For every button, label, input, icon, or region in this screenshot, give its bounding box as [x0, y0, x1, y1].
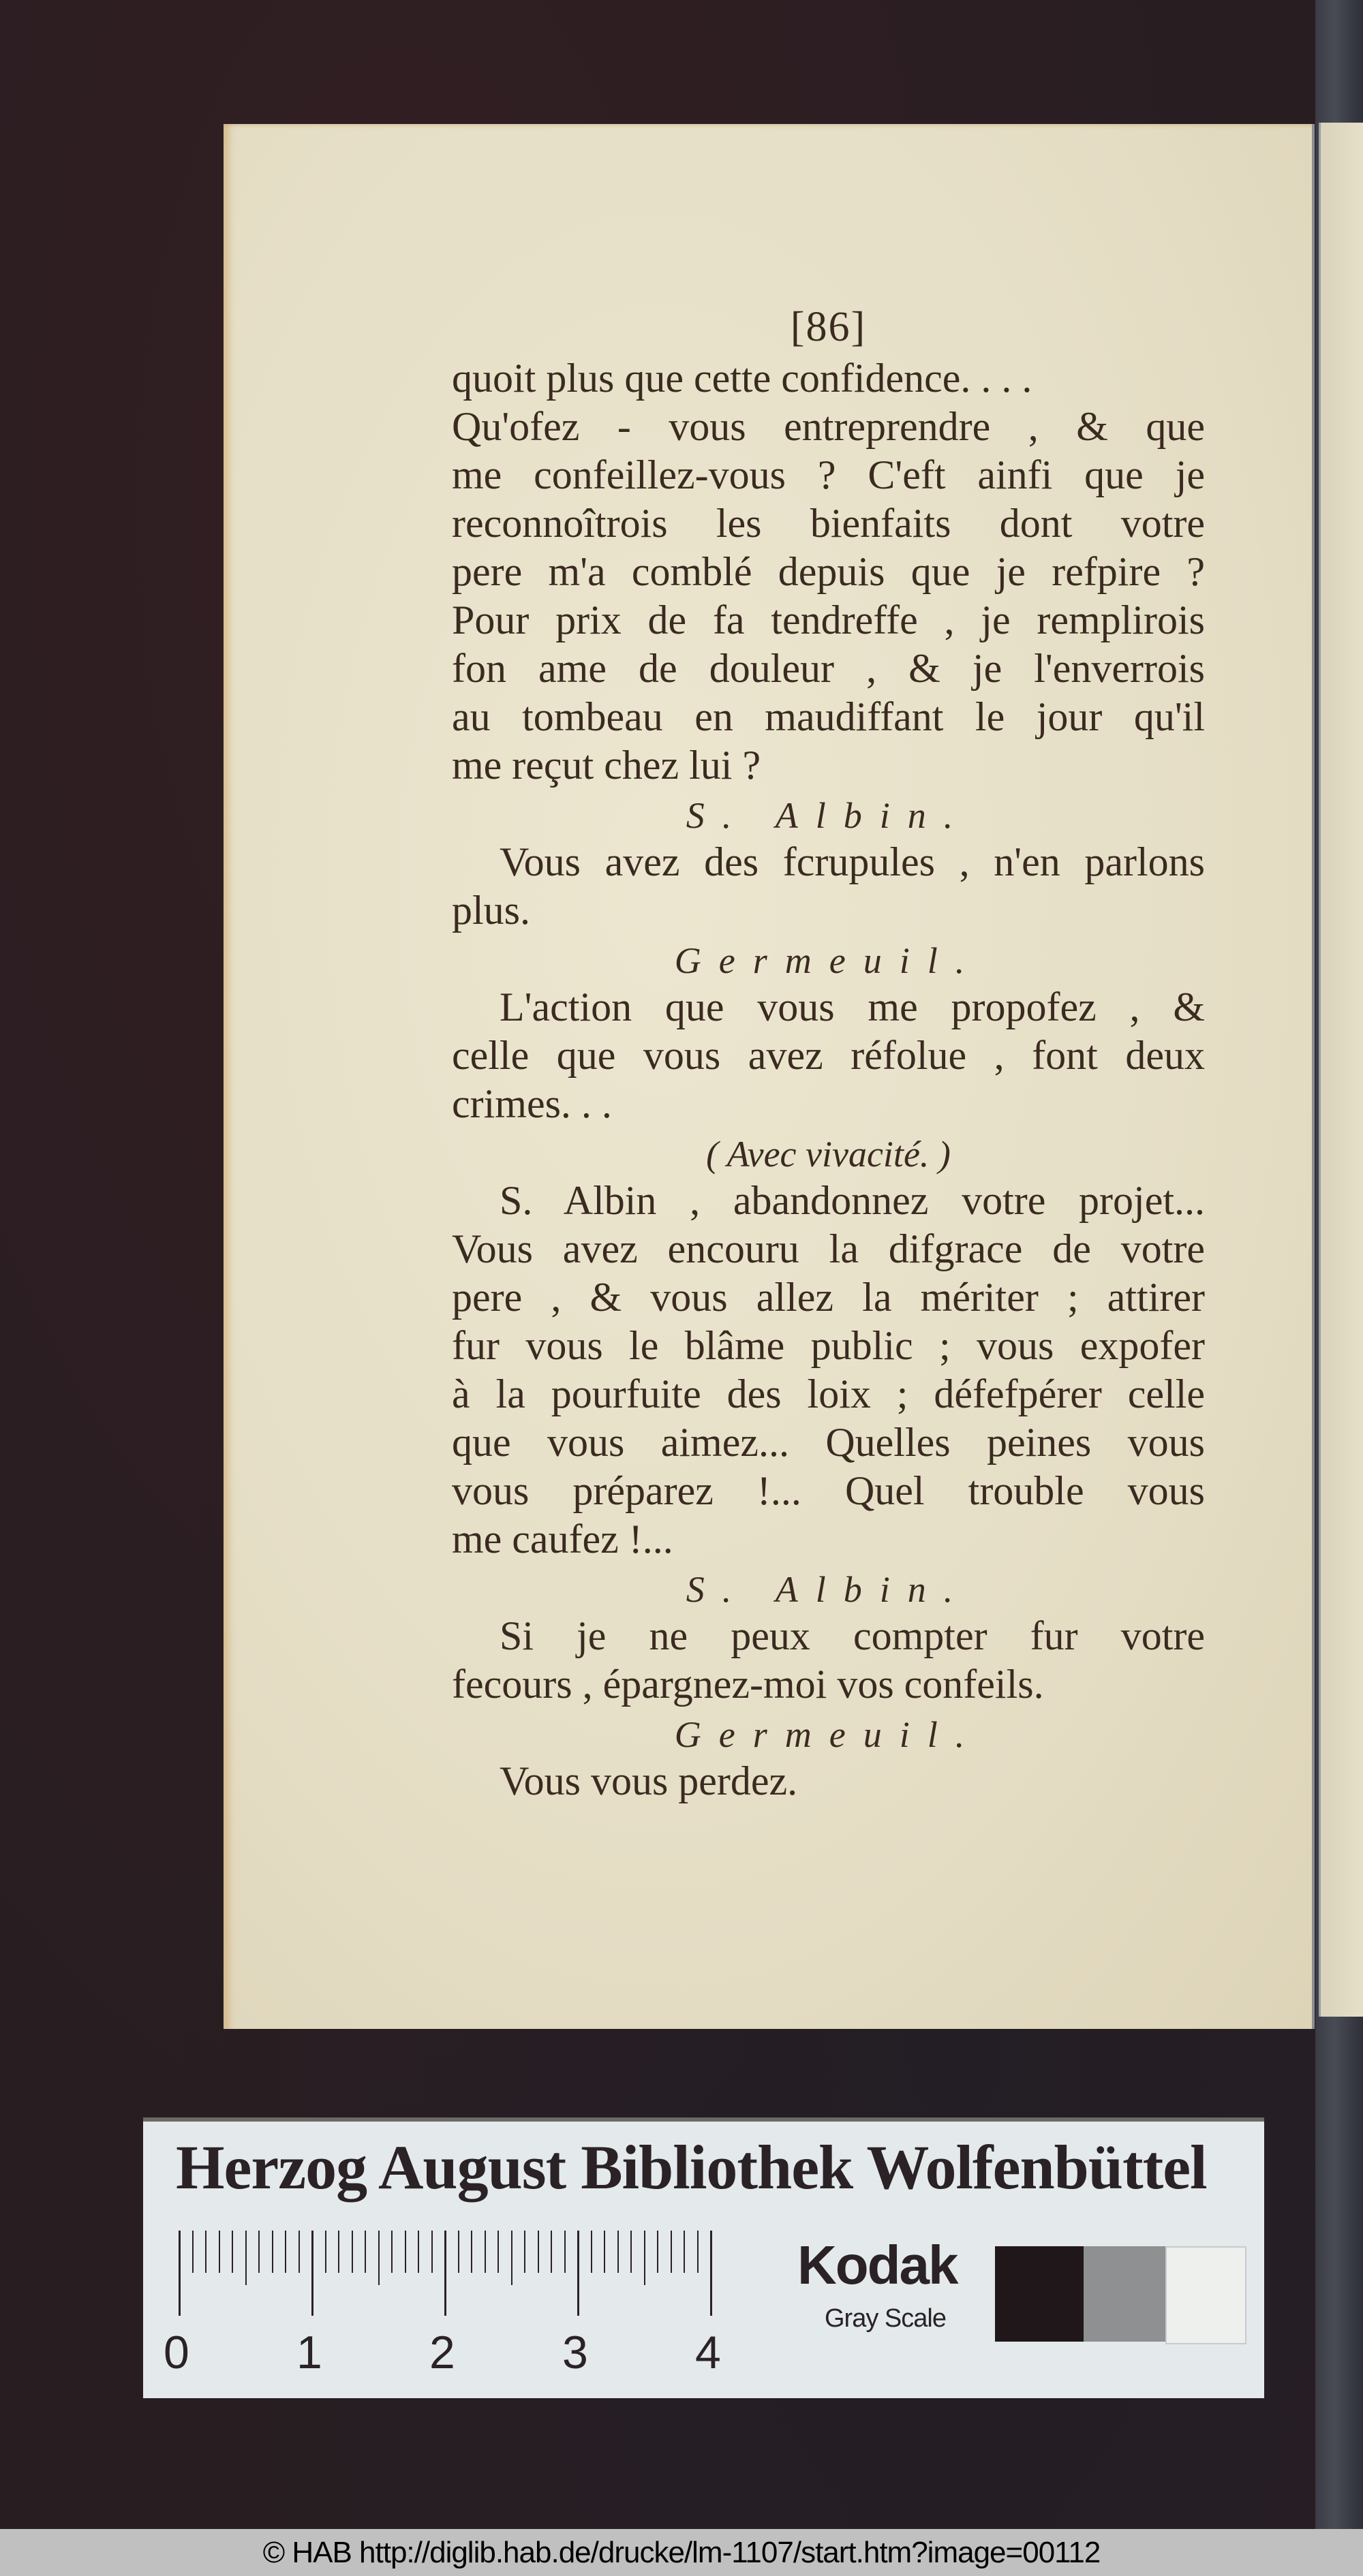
ruler-scale [179, 2231, 744, 2319]
kodak-logo: Kodak [797, 2235, 958, 2295]
ruler-tick [524, 2231, 525, 2273]
text-line: vous préparez !... Quel trouble vous [452, 1468, 1205, 1513]
ruler-tick [338, 2231, 339, 2273]
text-line: Qu'ofez - vous entreprendre , & que [452, 404, 1205, 449]
text-line: Pour prix de fa tendreffe , je remplirois [452, 598, 1205, 642]
ruler-label: 3 [562, 2327, 588, 2378]
speaker-heading: S. Albin. [686, 795, 971, 836]
text-line: plus. [452, 888, 531, 933]
paragraph-5 [452, 1612, 1205, 1709]
ruler-label: 4 [695, 2327, 721, 2378]
ruler-tick [591, 2231, 592, 2273]
text-line: que vous aimez... Quelles peines vous [452, 1420, 1205, 1465]
text-line: me caufez !... [452, 1517, 673, 1562]
ruler-tick [604, 2231, 605, 2273]
page-gutter [1312, 124, 1315, 2029]
speaker-heading: Germeuil. [674, 940, 983, 981]
ruler-tick [697, 2231, 699, 2273]
ruler-tick [511, 2231, 512, 2285]
text-line: Vous avez encouru la difgrace de votre [452, 1226, 1205, 1271]
text-line: Vous avez des fcrupules , n'en parlons [500, 839, 1205, 884]
stage-direction: ( Avec vivacité. ) [706, 1134, 951, 1175]
ruler-tick [617, 2231, 619, 2273]
ruler-tick [391, 2231, 393, 2273]
gray-scale-label: Gray Scale [825, 2304, 946, 2333]
ruler-tick [418, 2231, 419, 2273]
text-line: me confeillez-vous ? C'eft ainfi que je [452, 452, 1205, 497]
next-page-paper [1319, 123, 1363, 2017]
ruler-tick [325, 2231, 326, 2273]
ruler-tick [671, 2231, 672, 2273]
text-line: pere m'a comblé depuis que je refpire ? [452, 549, 1205, 594]
ruler-tick [219, 2231, 220, 2273]
text-line: Si je ne peux compter fur votre [500, 1613, 1205, 1658]
ruler-tick [179, 2231, 181, 2316]
ruler-tick [551, 2231, 552, 2273]
ruler-labels [164, 2326, 763, 2387]
swatch-black [995, 2246, 1084, 2342]
text-line: crimes. . . [452, 1081, 612, 1126]
paragraph-6 [452, 1757, 1205, 1805]
ruler-tick [471, 2231, 472, 2273]
ruler-tick [311, 2231, 313, 2316]
paragraph-2 [452, 838, 1205, 935]
ruler-tick [232, 2231, 233, 2273]
paragraph-1 [452, 354, 1205, 790]
text-line: L'action que vous me propofez , & [500, 984, 1205, 1029]
ruler-tick [205, 2231, 206, 2273]
ruler-tick [564, 2231, 566, 2273]
text-line: S. Albin , abandonnez votre projet... [500, 1178, 1205, 1223]
ruler-tick [577, 2231, 579, 2316]
text-line: celle que vous avez réfolue , font deux [452, 1033, 1205, 1078]
paragraph-3 [452, 983, 1205, 1128]
copyright-footer: © HAB http://diglib.hab.de/drucke/lm-1107/start.htm?image=00112 [0, 2529, 1363, 2576]
speaker-heading: Germeuil. [674, 1714, 983, 1755]
ruler-label: 1 [296, 2327, 322, 2378]
ruler-tick [538, 2231, 539, 2273]
ruler-tick [245, 2231, 247, 2285]
ruler-tick [365, 2231, 366, 2273]
text-line: reconnoîtrois les bienfaits dont votre [452, 501, 1205, 546]
ruler-tick [272, 2231, 273, 2273]
swatch-gray [1084, 2246, 1165, 2342]
ruler-tick [458, 2231, 459, 2273]
ruler-tick [431, 2231, 433, 2273]
text-line: fur vous le blâme public ; vous expofer [452, 1323, 1205, 1368]
library-name: Herzog August Bibliothek Wolfenbüttel [176, 2132, 1207, 2202]
ruler-tick [285, 2231, 286, 2273]
ruler-tick [444, 2231, 446, 2316]
ruler-tick [298, 2231, 300, 2273]
ruler-tick [684, 2231, 685, 2273]
text-line: Vous vous perdez. [500, 1758, 798, 1803]
ruler-tick [657, 2231, 658, 2273]
page-number: [86] [790, 304, 867, 350]
swatch-white [1165, 2246, 1246, 2344]
paragraph-4 [452, 1177, 1205, 1564]
page-text [452, 300, 1205, 1805]
speaker-heading: S. Albin. [686, 1569, 971, 1610]
text-line: fon ame de douleur , & je l'enverrois [452, 646, 1205, 691]
color-calibration-card [143, 2117, 1264, 2398]
ruler-tick [710, 2231, 712, 2316]
ruler-tick [192, 2231, 194, 2273]
ruler-tick [644, 2231, 645, 2285]
ruler-tick [497, 2231, 499, 2273]
ruler-tick [630, 2231, 632, 2273]
ruler-tick [352, 2231, 353, 2273]
ruler-tick [258, 2231, 260, 2273]
text-line: pere , & vous allez la mériter ; attirer [452, 1275, 1205, 1320]
ruler-label: 2 [429, 2327, 455, 2378]
text-line: quoit plus que cette confidence. . . . [452, 356, 1032, 401]
text-line: fecours , épargnez-moi vos confeils. [452, 1662, 1044, 1707]
ruler-tick [485, 2231, 486, 2273]
text-line: au tombeau en maudiffant le jour qu'il [452, 694, 1205, 739]
ruler-tick [405, 2231, 406, 2273]
ruler-label: 0 [164, 2327, 189, 2378]
text-line: me reçut chez lui ? [452, 743, 761, 788]
ruler-tick [378, 2231, 380, 2285]
text-line: à la pourfuite des loix ; défefpérer celle [452, 1371, 1205, 1416]
